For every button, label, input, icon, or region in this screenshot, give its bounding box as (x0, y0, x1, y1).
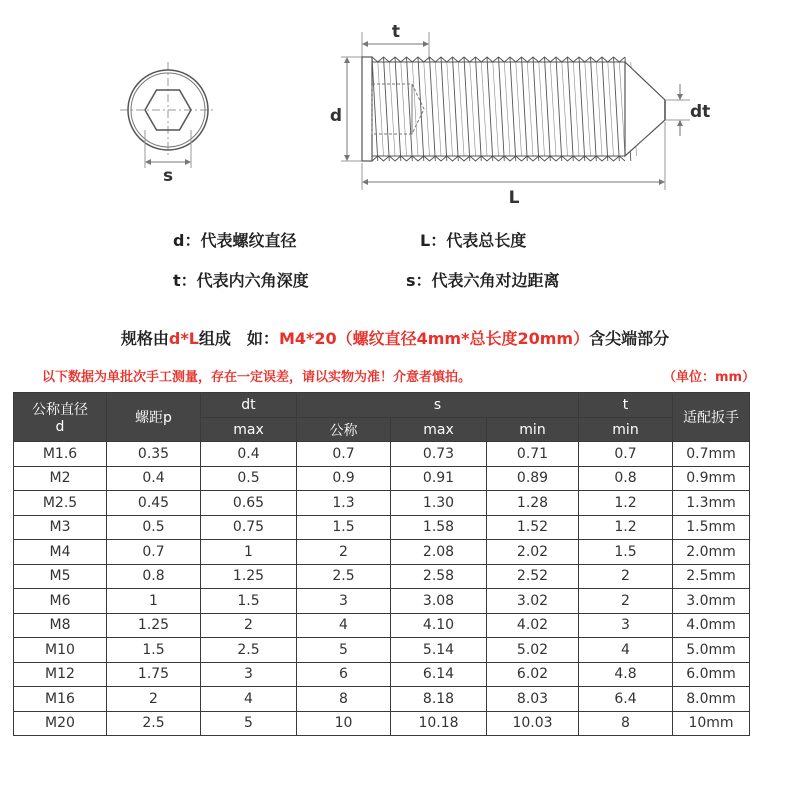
cell-dt-max: 2 (201, 613, 297, 638)
cell-s-nominal: 2 (297, 540, 391, 565)
cell-s-min: 1.28 (487, 491, 579, 516)
table-row (14, 564, 750, 589)
d-dimension-label: d (329, 106, 343, 126)
cell-s-min: 0.71 (487, 442, 579, 467)
cell-dt-max: 0.65 (201, 491, 297, 516)
notice-text: 以下数据为单批次手工测量，存在一定误差，请以实物为准！介意者慎拍。 (42, 370, 472, 385)
cell-t-min: 8 (579, 711, 673, 736)
cell-d: M8 (14, 613, 107, 638)
screw-drawing (0, 0, 790, 310)
cell-pitch: 0.35 (107, 442, 201, 467)
header-t-min: min (579, 418, 673, 442)
cell-s-min: 6.02 (487, 662, 579, 687)
cell-s-max: 5.14 (391, 638, 487, 663)
spec-table (13, 392, 750, 736)
cell-d: M1.6 (14, 442, 107, 467)
cell-dt-max: 1 (201, 540, 297, 565)
cell-dt-max: 2.5 (201, 638, 297, 663)
cell-t-min: 1.2 (579, 491, 673, 516)
cell-s-max: 2.58 (391, 564, 487, 589)
table-row (14, 515, 750, 540)
dt-dimension-label: dt (690, 102, 711, 122)
cell-t-min: 4 (579, 638, 673, 663)
spec-highlight-example: M4*20（螺纹直径4mm*总长度20mm） (278, 329, 590, 348)
cell-s-min: 8.03 (487, 687, 579, 712)
cell-s-nominal: 5 (297, 638, 391, 663)
header-dt: dt (201, 393, 297, 418)
table-row (14, 613, 750, 638)
cell-s-nominal: 3 (297, 589, 391, 614)
cell-s-min: 0.89 (487, 466, 579, 491)
cell-d: M20 (14, 711, 107, 736)
cell-s-max: 4.10 (391, 613, 487, 638)
cell-s-nominal: 0.9 (297, 466, 391, 491)
cell-s-nominal: 6 (297, 662, 391, 687)
cell-wrench: 10mm (673, 711, 750, 736)
cell-dt-max: 1.5 (201, 589, 297, 614)
cell-pitch: 2.5 (107, 711, 201, 736)
cell-t-min: 0.7 (579, 442, 673, 467)
cell-s-max: 8.18 (391, 687, 487, 712)
cell-s-min: 4.02 (487, 613, 579, 638)
cell-s-nominal: 2.5 (297, 564, 391, 589)
cell-d: M2 (14, 466, 107, 491)
cell-s-nominal: 10 (297, 711, 391, 736)
cell-dt-max: 5 (201, 711, 297, 736)
table-row (14, 540, 750, 565)
cell-t-min: 2 (579, 589, 673, 614)
cell-dt-max: 4 (201, 687, 297, 712)
cell-dt-max: 0.75 (201, 515, 297, 540)
t-dimension-label: t (391, 22, 401, 42)
legend-s: s：代表六角对边距离 (406, 271, 560, 290)
table-body (14, 442, 750, 736)
unit-note: （单位：mm） (663, 370, 756, 385)
cell-s-nominal: 4 (297, 613, 391, 638)
legend-L: L：代表总长度 (420, 231, 527, 250)
cell-s-nominal: 8 (297, 687, 391, 712)
cell-d: M2.5 (14, 491, 107, 516)
cell-s-max: 2.08 (391, 540, 487, 565)
cell-wrench: 3.0mm (673, 589, 750, 614)
cell-d: M4 (14, 540, 107, 565)
cell-dt-max: 1.25 (201, 564, 297, 589)
cell-d: M10 (14, 638, 107, 663)
legend-t: t：代表内六角深度 (173, 271, 309, 290)
table-row (14, 442, 750, 467)
cell-s-nominal: 1.3 (297, 491, 391, 516)
cell-s-min: 3.02 (487, 589, 579, 614)
header-pitch: 螺距p (107, 393, 201, 442)
cell-d: M12 (14, 662, 107, 687)
end-view (120, 62, 216, 186)
table-row (14, 589, 750, 614)
s-dimension-label: s (162, 166, 174, 186)
header-s: s (297, 393, 579, 418)
header-s-nominal: 公称 (297, 418, 391, 442)
cell-s-max: 1.58 (391, 515, 487, 540)
cell-t-min: 1.5 (579, 540, 673, 565)
table-row (14, 466, 750, 491)
cell-wrench: 1.5mm (673, 515, 750, 540)
legend-d: d：代表螺纹直径 (173, 231, 297, 250)
header-d-line2: d (55, 419, 65, 435)
cell-t-min: 0.8 (579, 466, 673, 491)
spec-middle: 组成 如： (198, 329, 279, 348)
table-row (14, 662, 750, 687)
cell-d: M16 (14, 687, 107, 712)
cell-s-min: 2.02 (487, 540, 579, 565)
cell-d: M3 (14, 515, 107, 540)
L-dimension-label: L (508, 188, 520, 208)
cell-wrench: 5.0mm (673, 638, 750, 663)
table-row (14, 711, 750, 736)
cell-dt-max: 3 (201, 662, 297, 687)
cell-t-min: 2 (579, 564, 673, 589)
table-row (14, 491, 750, 516)
side-view (330, 22, 710, 208)
cell-s-min: 2.52 (487, 564, 579, 589)
cell-s-min: 1.52 (487, 515, 579, 540)
cell-pitch: 1.5 (107, 638, 201, 663)
cell-pitch: 0.45 (107, 491, 201, 516)
table-row (14, 638, 750, 663)
cell-wrench: 4.0mm (673, 613, 750, 638)
cell-wrench: 0.7mm (673, 442, 750, 467)
cell-s-max: 1.30 (391, 491, 487, 516)
spec-highlight-format: d*L (168, 329, 199, 348)
cell-pitch: 0.7 (107, 540, 201, 565)
cell-s-min: 5.02 (487, 638, 579, 663)
cell-pitch: 1.75 (107, 662, 201, 687)
cell-d: M6 (14, 589, 107, 614)
cell-wrench: 2.5mm (673, 564, 750, 589)
cell-t-min: 6.4 (579, 687, 673, 712)
cell-s-max: 3.08 (391, 589, 487, 614)
header-wrench: 适配扳手 (673, 393, 750, 442)
header-nominal-diameter (14, 393, 107, 442)
spec-prefix: 规格由 (120, 329, 169, 348)
cell-t-min: 4.8 (579, 662, 673, 687)
cell-pitch: 0.4 (107, 466, 201, 491)
header-d-line1: 公称直径 (32, 402, 88, 418)
cell-wrench: 0.9mm (673, 466, 750, 491)
cell-s-max: 6.14 (391, 662, 487, 687)
cell-s-min: 10.03 (487, 711, 579, 736)
cell-pitch: 2 (107, 687, 201, 712)
cell-pitch: 1 (107, 589, 201, 614)
spec-suffix: 含尖端部分 (589, 329, 670, 348)
cell-s-nominal: 1.5 (297, 515, 391, 540)
spec-line (0, 326, 790, 349)
cell-pitch: 0.8 (107, 564, 201, 589)
cell-dt-max: 0.5 (201, 466, 297, 491)
cell-pitch: 0.5 (107, 515, 201, 540)
cell-wrench: 8.0mm (673, 687, 750, 712)
cell-d: M5 (14, 564, 107, 589)
cell-wrench: 2.0mm (673, 540, 750, 565)
cell-wrench: 1.3mm (673, 491, 750, 516)
header-t: t (579, 393, 673, 418)
cell-s-max: 0.91 (391, 466, 487, 491)
header-s-min: min (487, 418, 579, 442)
cell-wrench: 6.0mm (673, 662, 750, 687)
cell-pitch: 1.25 (107, 613, 201, 638)
cell-t-min: 1.2 (579, 515, 673, 540)
header-s-max: max (391, 418, 487, 442)
cell-dt-max: 0.4 (201, 442, 297, 467)
cell-t-min: 3 (579, 613, 673, 638)
cell-s-nominal: 0.7 (297, 442, 391, 467)
table-row (14, 687, 750, 712)
cell-s-max: 0.73 (391, 442, 487, 467)
cell-s-max: 10.18 (391, 711, 487, 736)
header-dt-max: max (201, 418, 297, 442)
